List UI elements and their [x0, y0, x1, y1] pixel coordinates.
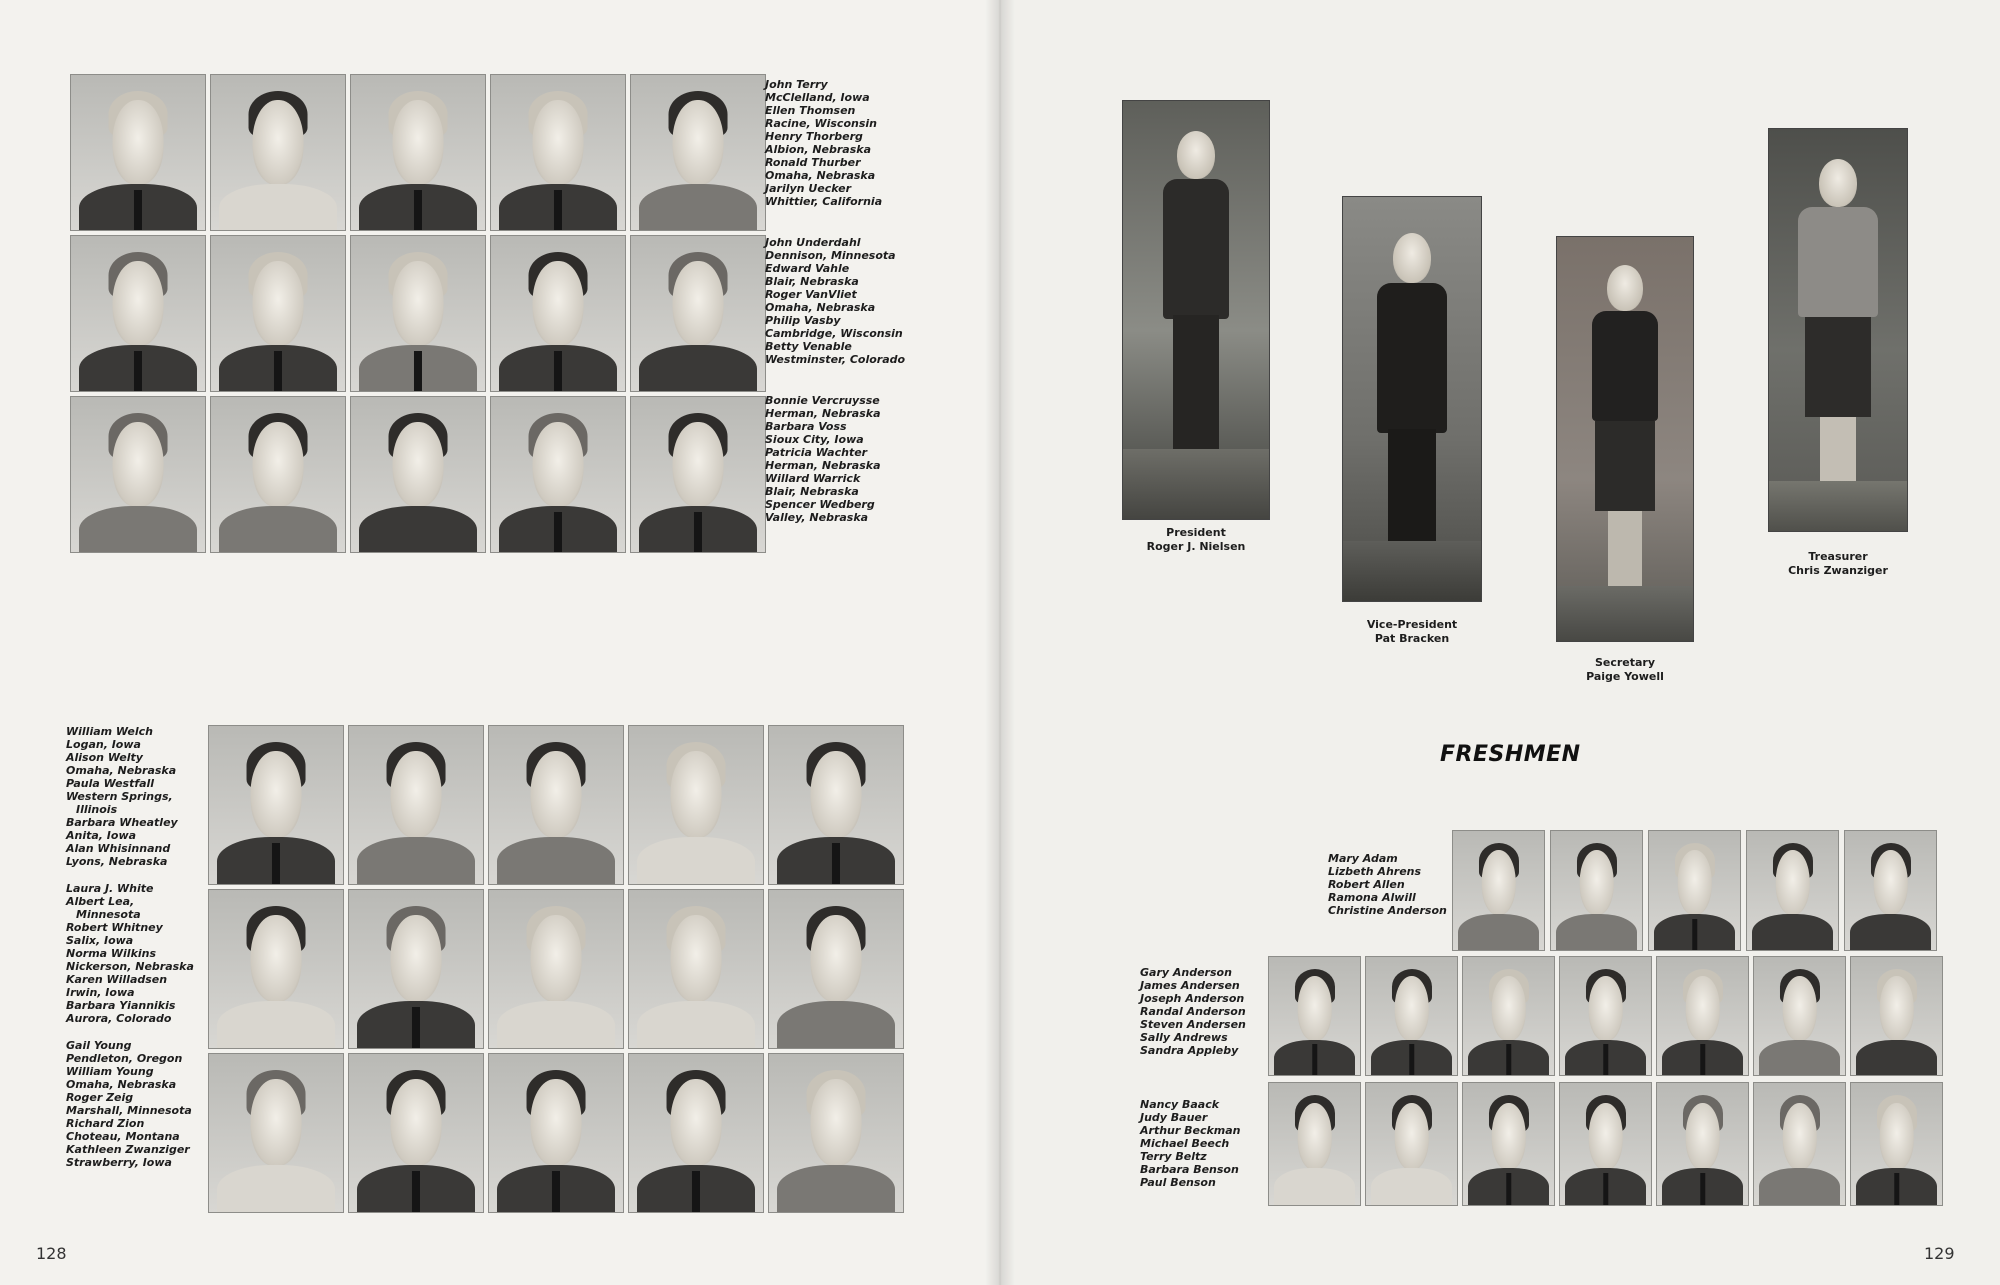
student-hometown: Omaha, Nebraska [765, 169, 876, 182]
student-hometown: Omaha, Nebraska [765, 301, 876, 314]
student-entry [765, 78, 965, 104]
student-hometown: Pendleton, Oregon [66, 1052, 183, 1065]
portrait-photo [1452, 830, 1545, 951]
portrait-photo [208, 1053, 344, 1213]
officer-caption-president [1106, 526, 1286, 554]
student-name: Norma Wilkins [66, 947, 157, 960]
student-name: Nancy Baack [1140, 1098, 1220, 1111]
officer-name: Paige Yowell [1586, 670, 1664, 683]
student-name: Spencer Wedberg [765, 498, 875, 511]
student-hometown: Salix, Iowa [66, 934, 134, 947]
portrait-photo [70, 74, 206, 231]
portrait-photo [628, 725, 764, 885]
portrait-photo [1850, 956, 1943, 1076]
name-group [66, 725, 216, 868]
portrait-photo [768, 1053, 904, 1213]
student-name: Philip Vasby [765, 314, 841, 327]
student-hometown: Omaha, Nebraska [66, 764, 177, 777]
officer-title: Treasurer [1808, 550, 1868, 563]
portrait-photo [1648, 830, 1741, 951]
student-name: William Welch [66, 725, 153, 738]
officer-caption-vice-president [1322, 618, 1502, 646]
portrait-photo [210, 74, 346, 231]
portrait-photo [1550, 830, 1643, 951]
student-name: Willard Warrick [765, 472, 861, 485]
student-name: Alison Welty [66, 751, 143, 764]
student-entry [66, 882, 216, 921]
page-number-right: 129 [1924, 1244, 1955, 1263]
portrait-photo [1559, 956, 1652, 1076]
student-hometown-cont: Illinois [76, 803, 118, 816]
student-hometown: Racine, Wisconsin [765, 117, 877, 130]
portrait-photo [490, 235, 626, 392]
officer-title: President [1166, 526, 1226, 539]
student-hometown: Whittier, California [765, 195, 883, 208]
student-name: Christine Anderson [1328, 904, 1447, 917]
student-hometown: Herman, Nebraska [765, 459, 881, 472]
student-hometown: Lyons, Nebraska [66, 855, 168, 868]
portrait-photo [628, 889, 764, 1049]
officer-photo-treasurer [1768, 128, 1908, 532]
student-entry [765, 182, 965, 208]
student-entry [765, 288, 965, 314]
student-entry [765, 130, 965, 156]
student-name: Judy Bauer [1140, 1111, 1208, 1124]
student-name: Henry Thorberg [765, 130, 863, 143]
student-entry [66, 1091, 216, 1117]
student-entry [765, 420, 965, 446]
student-name: Mary Adam [1328, 852, 1398, 865]
portrait-photo [350, 235, 486, 392]
student-name: Alan Whisinnand [66, 842, 171, 855]
student-name: Robert Whitney [66, 921, 163, 934]
student-entry [66, 725, 216, 751]
student-name: Laura J. White [66, 882, 154, 895]
portrait-photo [1656, 1082, 1749, 1206]
student-hometown: Irwin, Iowa [66, 986, 135, 999]
portrait-photo [208, 725, 344, 885]
student-name: Arthur Beckman [1140, 1124, 1241, 1137]
portrait-photo [348, 1053, 484, 1213]
portrait-photo [1365, 1082, 1458, 1206]
portrait-photo [630, 235, 766, 392]
student-entry [66, 777, 216, 816]
student-entry [66, 1143, 216, 1169]
student-name: Paula Westfall [66, 777, 155, 790]
student-name: Bonnie Vercruysse [765, 394, 880, 407]
portrait-photo [70, 396, 206, 553]
student-name: Patricia Wachter [765, 446, 868, 459]
student-hometown: Marshall, Minnesota [66, 1104, 192, 1117]
portrait-photo [70, 235, 206, 392]
student-hometown: Logan, Iowa [66, 738, 141, 751]
portrait-photo [348, 725, 484, 885]
student-name: Barbara Wheatley [66, 816, 178, 829]
officer-photo-vice-president [1342, 196, 1482, 602]
officer-caption-secretary [1535, 656, 1715, 684]
student-entry [765, 314, 965, 340]
freshmen-photo-row-2 [1268, 956, 1943, 1076]
student-hometown: Strawberry, Iowa [66, 1156, 172, 1169]
portrait-photo [1365, 956, 1458, 1076]
student-entry [66, 921, 216, 947]
student-entry [66, 947, 216, 973]
student-entry [765, 156, 965, 182]
page-number-left: 128 [36, 1244, 67, 1263]
name-list-bottom-left [66, 725, 216, 1178]
portrait-photo [1268, 1082, 1361, 1206]
student-hometown: Choteau, Montana [66, 1130, 180, 1143]
student-hometown: Albion, Nebraska [765, 143, 871, 156]
portrait-photo [1753, 1082, 1846, 1206]
portrait-photo [768, 725, 904, 885]
officer-name: Roger J. Nielsen [1146, 540, 1246, 553]
portrait-photo [1656, 956, 1749, 1076]
portrait-photo [1753, 956, 1846, 1076]
portrait-photo [210, 235, 346, 392]
student-name: Ramona Alwill [1328, 891, 1416, 904]
portrait-photo [488, 889, 624, 1049]
student-name: Joseph Anderson [1140, 992, 1245, 1005]
student-entry [66, 816, 216, 842]
student-name: Kathleen Zwanziger [66, 1143, 190, 1156]
student-hometown: Dennison, Minnesota [765, 249, 896, 262]
student-entry [765, 498, 965, 524]
student-hometown: Anita, Iowa [66, 829, 137, 842]
student-name: Roger VanVliet [765, 288, 857, 301]
student-name: James Andersen [1140, 979, 1240, 992]
freshmen-photo-row-1 [1452, 830, 1937, 951]
portrait-photo [1462, 1082, 1555, 1206]
right-page [1000, 0, 2000, 1285]
student-entry [765, 446, 965, 472]
portrait-photo [488, 1053, 624, 1213]
student-name: John Underdahl [765, 236, 861, 249]
student-hometown: Westminster, Colorado [765, 353, 906, 366]
portrait-photo [208, 889, 344, 1049]
student-hometown: McClelland, Iowa [765, 91, 870, 104]
student-hometown: Cambridge, Wisconsin [765, 327, 903, 340]
student-name: Ellen Thomsen [765, 104, 856, 117]
student-entry [765, 236, 965, 262]
student-hometown: Aurora, Colorado [66, 1012, 172, 1025]
officer-name: Pat Bracken [1374, 632, 1450, 645]
officer-name: Chris Zwanziger [1788, 564, 1888, 577]
portrait-photo [348, 889, 484, 1049]
student-name: Barbara Yiannikis [66, 999, 176, 1012]
portrait-grid-top-left [70, 74, 766, 553]
portrait-photo [1462, 956, 1555, 1076]
student-name: Michael Beech [1140, 1137, 1230, 1150]
portrait-photo [350, 74, 486, 231]
student-hometown: Herman, Nebraska [765, 407, 881, 420]
student-name: Steven Andersen [1140, 1018, 1246, 1031]
student-name: Lizbeth Ahrens [1328, 865, 1422, 878]
portrait-photo [488, 725, 624, 885]
portrait-photo [1844, 830, 1937, 951]
student-hometown-cont: Minnesota [76, 908, 141, 921]
student-name: Ronald Thurber [765, 156, 861, 169]
name-list-top-left [765, 78, 965, 533]
portrait-photo [490, 396, 626, 553]
student-name: Edward Vahle [765, 262, 850, 275]
officer-title: Secretary [1594, 656, 1656, 669]
student-name: Richard Zion [66, 1117, 145, 1130]
portrait-grid-bottom-left [208, 725, 904, 1213]
student-name: Terry Beltz [1140, 1150, 1207, 1163]
portrait-photo [350, 396, 486, 553]
student-hometown: Nickerson, Nebraska [66, 960, 194, 973]
student-name: Jarilyn Uecker [765, 182, 852, 195]
student-entry [66, 973, 216, 999]
portrait-photo [210, 396, 346, 553]
student-entry [66, 1039, 216, 1065]
name-group [66, 882, 216, 1025]
officer-caption-treasurer [1748, 550, 1928, 578]
student-entry [66, 1117, 216, 1143]
book-gutter [985, 0, 1015, 1285]
student-entry [765, 262, 965, 288]
freshmen-names-row-1 [1328, 852, 1468, 917]
student-name: Gary Anderson [1140, 966, 1232, 979]
student-entry [765, 340, 965, 366]
student-entry [66, 842, 216, 868]
student-entry [765, 104, 965, 130]
freshmen-photo-row-3 [1268, 1082, 1943, 1206]
student-name: Barbara Voss [765, 420, 847, 433]
student-hometown: Sioux City, Iowa [765, 433, 864, 446]
portrait-photo [1850, 1082, 1943, 1206]
name-group [765, 394, 965, 524]
portrait-photo [630, 396, 766, 553]
name-group [765, 78, 965, 208]
student-name: Roger Zeig [66, 1091, 134, 1104]
student-entry [765, 472, 965, 498]
student-name: John Terry [765, 78, 828, 91]
student-entry [66, 751, 216, 777]
name-group [765, 236, 965, 366]
freshmen-names-row-2 [1140, 966, 1280, 1057]
student-name: Robert Allen [1328, 878, 1405, 891]
freshmen-names-row-3 [1140, 1098, 1280, 1189]
section-title: FRESHMEN [1440, 742, 1581, 767]
portrait-photo [490, 74, 626, 231]
student-hometown: Omaha, Nebraska [66, 1078, 177, 1091]
student-hometown: Blair, Nebraska [765, 485, 859, 498]
portrait-photo [630, 74, 766, 231]
student-hometown: Blair, Nebraska [765, 275, 859, 288]
student-entry [66, 999, 216, 1025]
student-name: Barbara Benson [1140, 1163, 1239, 1176]
officer-photo-president [1122, 100, 1270, 520]
student-hometown: Valley, Nebraska [765, 511, 869, 524]
officer-title: Vice-President [1366, 618, 1458, 631]
student-name: Randal Anderson [1140, 1005, 1246, 1018]
name-group [66, 1039, 216, 1169]
student-name: Paul Benson [1140, 1176, 1216, 1189]
student-hometown: Western Springs, [66, 790, 173, 803]
student-name: Sandra Appleby [1140, 1044, 1239, 1057]
portrait-photo [1268, 956, 1361, 1076]
student-name: Karen Willadsen [66, 973, 168, 986]
officer-photo-secretary [1556, 236, 1694, 642]
portrait-photo [1559, 1082, 1652, 1206]
student-name: Betty Venable [765, 340, 852, 353]
portrait-photo [1746, 830, 1839, 951]
student-name: Sally Andrews [1140, 1031, 1228, 1044]
portrait-photo [768, 889, 904, 1049]
portrait-photo [628, 1053, 764, 1213]
student-name: William Young [66, 1065, 154, 1078]
student-name: Gail Young [66, 1039, 132, 1052]
student-entry [765, 394, 965, 420]
student-hometown: Albert Lea, [66, 895, 135, 908]
student-entry [66, 1065, 216, 1091]
